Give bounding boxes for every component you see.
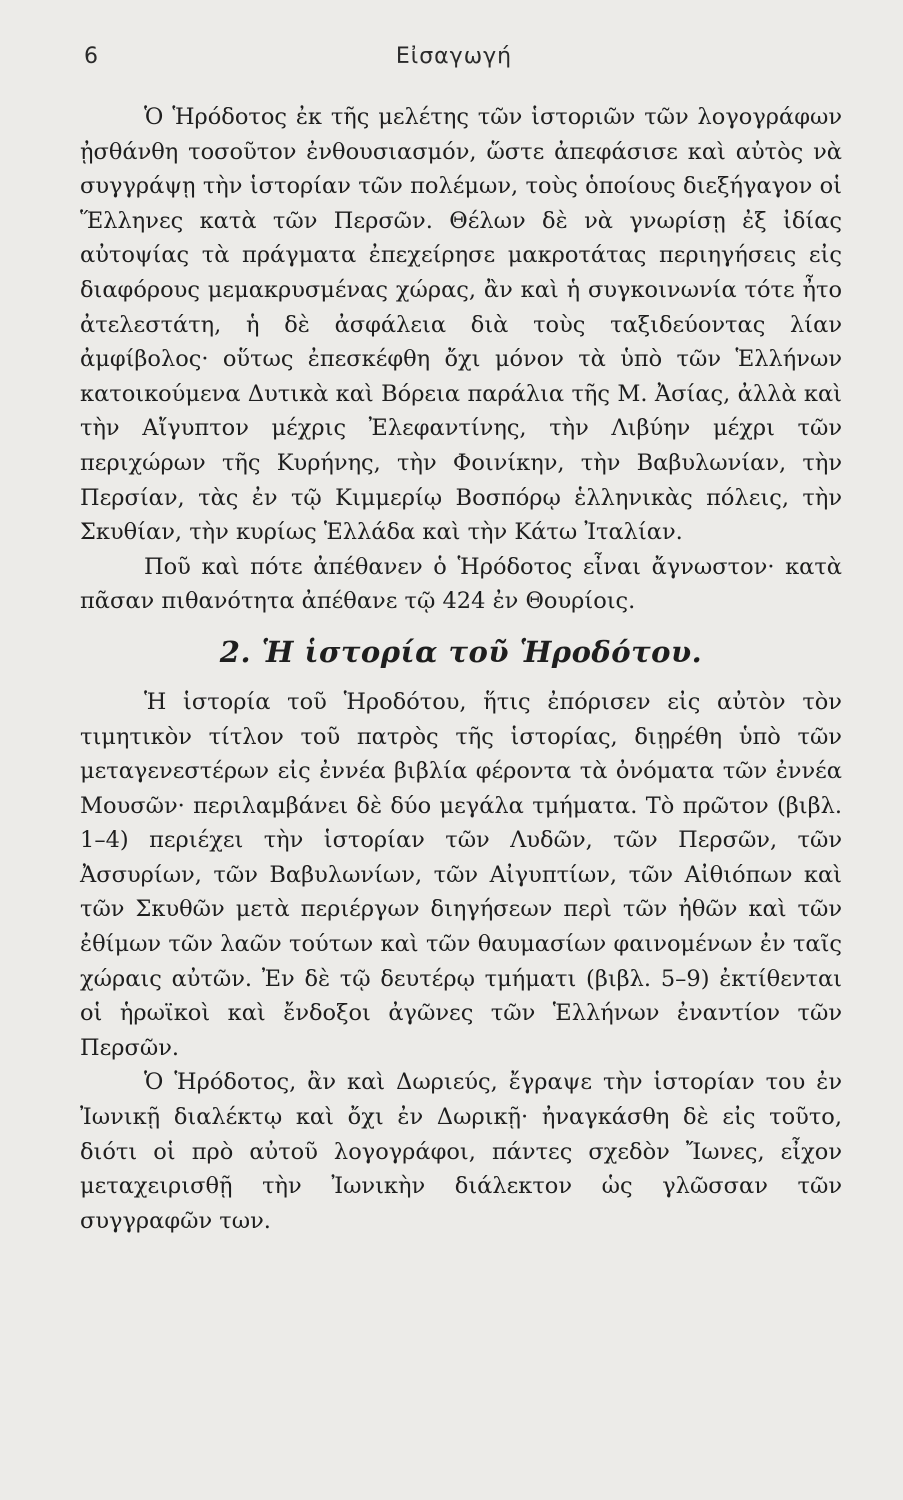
paragraph: Ὁ Ἡρόδοτος, ἂν καὶ Δωριεύς, ἔγραψε τὴν ἱστορίαν του ἐν Ἰωνικῇ διαλέκτῳ καὶ ὄχι ἐν Δωρικῇ· ἠναγκάσθη δὲ εἰς τοῦτο, διότι οἱ πρὸ αὐτοῦ λογογράφοι, πάντες σχεδὸν Ἴωνες, εἶχον μεταχειρισθῇ τὴν Ἰωνικὴν διάλεκτον ὡς γλῶσσαν τῶν συγγραφῶν των. [80,1069,842,1234]
paragraph: Ποῦ καὶ πότε ἀπέθανεν ὁ Ἡρόδοτος εἶναι ἄγνωστον· κατὰ πᾶσαν πιθανότητα ἀπέθανε τῷ 424 ἐν Θουρίοις. [80,553,842,615]
running-title: Εἰσαγωγή [395,44,513,69]
paragraph: Ἡ ἱστορία τοῦ Ἡροδότου, ἥτις ἐπόρισεν εἰς αὐτὸν τὸν τιμητικὸν τίτλον τοῦ πατρὸς τῆς ἱστορίας, διῃρέθη ὑπὸ τῶν μεταγενεστέρων εἰς ἐννέα βιβλία φέροντα τὰ ὀνόματα τῶν ἐννέα Μουσῶν· περιλαμβάνει δὲ δύο μεγάλα τμήματα. Τὸ πρῶτον (βιβλ. 1–4) περιέχει τὴν ἱστορίαν τῶν Λυδῶν, τῶν Περσῶν, τῶν Ἀσσυρίων, τῶν Βαβυλωνίων, τῶν Αἰγυπτίων, τῶν Αἰθιόπων καὶ τῶν Σκυθῶν μετὰ περιέργων διηγήσεων περὶ τῶν ἠθῶν καὶ τῶν ἐθίμων τῶν λαῶν τούτων καὶ τῶν θαυμασίων φαινομένων ἐν ταῖς χώραις αὐτῶν. Ἐν δὲ τῷ δευτέρῳ τμήματι (βιβλ. 5–9) ἐκτίθενται οἱ ἡρωϊκοὶ καὶ ἔνδοξοι ἀγῶνες τῶν Ἑλλήνων ἐναντίον τῶν Περσῶν. [80,688,842,1061]
running-head [84,44,824,74]
page-number: 6 [84,44,98,69]
section-heading: 2. Ἡ ἱστορία τοῦ Ἡροδότου. [219,634,703,669]
body-text [80,100,842,1238]
paragraph: Ὁ Ἡρόδοτος ἐκ τῆς μελέτης τῶν ἱστοριῶν τῶν λογογράφων ᾐσθάνθη τοσοῦτον ἐνθουσιασμόν, ὥστε ἀπεφάσισε καὶ αὐτὸς νὰ συγγράψῃ τὴν ἱστορίαν τῶν πολέμων, τοὺς ὁποίους διεξήγαγον οἱ Ἕλληνες κατὰ τῶν Περσῶν. Θέλων δὲ νὰ γνωρίσῃ ἐξ ἰδίας αὐτοψίας τὰ πράγματα ἐπεχείρησε μακροτάτας περιηγήσεις εἰς διαφόρους μεμακρυσμένας χώρας, ἂν καὶ ἡ συγκοινωνία τότε ἦτο ἀτελεστάτη, ἡ δὲ ἀσφάλεια διὰ τοὺς ταξιδεύοντας λίαν ἀμφίβολος· οὕτως ἐπεσκέφθη ὄχι μόνον τὰ ὑπὸ τῶν Ἑλλήνων κατοικούμενα Δυτικὰ καὶ Βόρεια παράλια τῆς Μ. Ἀσίας, ἀλλὰ καὶ τὴν Αἴγυπτον μέχρις Ἐλεφαντίνης, τὴν Λιβύην μέχρι τῶν περιχώρων τῆς Κυρήνης, τὴν Φοινίκην, τὴν Βαβυλωνίαν, τὴν Περσίαν, τὰς ἐν τῷ Κιμμερίῳ Βοσπόρῳ ἑλληνικὰς πόλεις, τὴν Σκυθίαν, τὴν κυρίως Ἑλλάδα καὶ τὴν Κάτω Ἰταλίαν. [80,104,842,546]
